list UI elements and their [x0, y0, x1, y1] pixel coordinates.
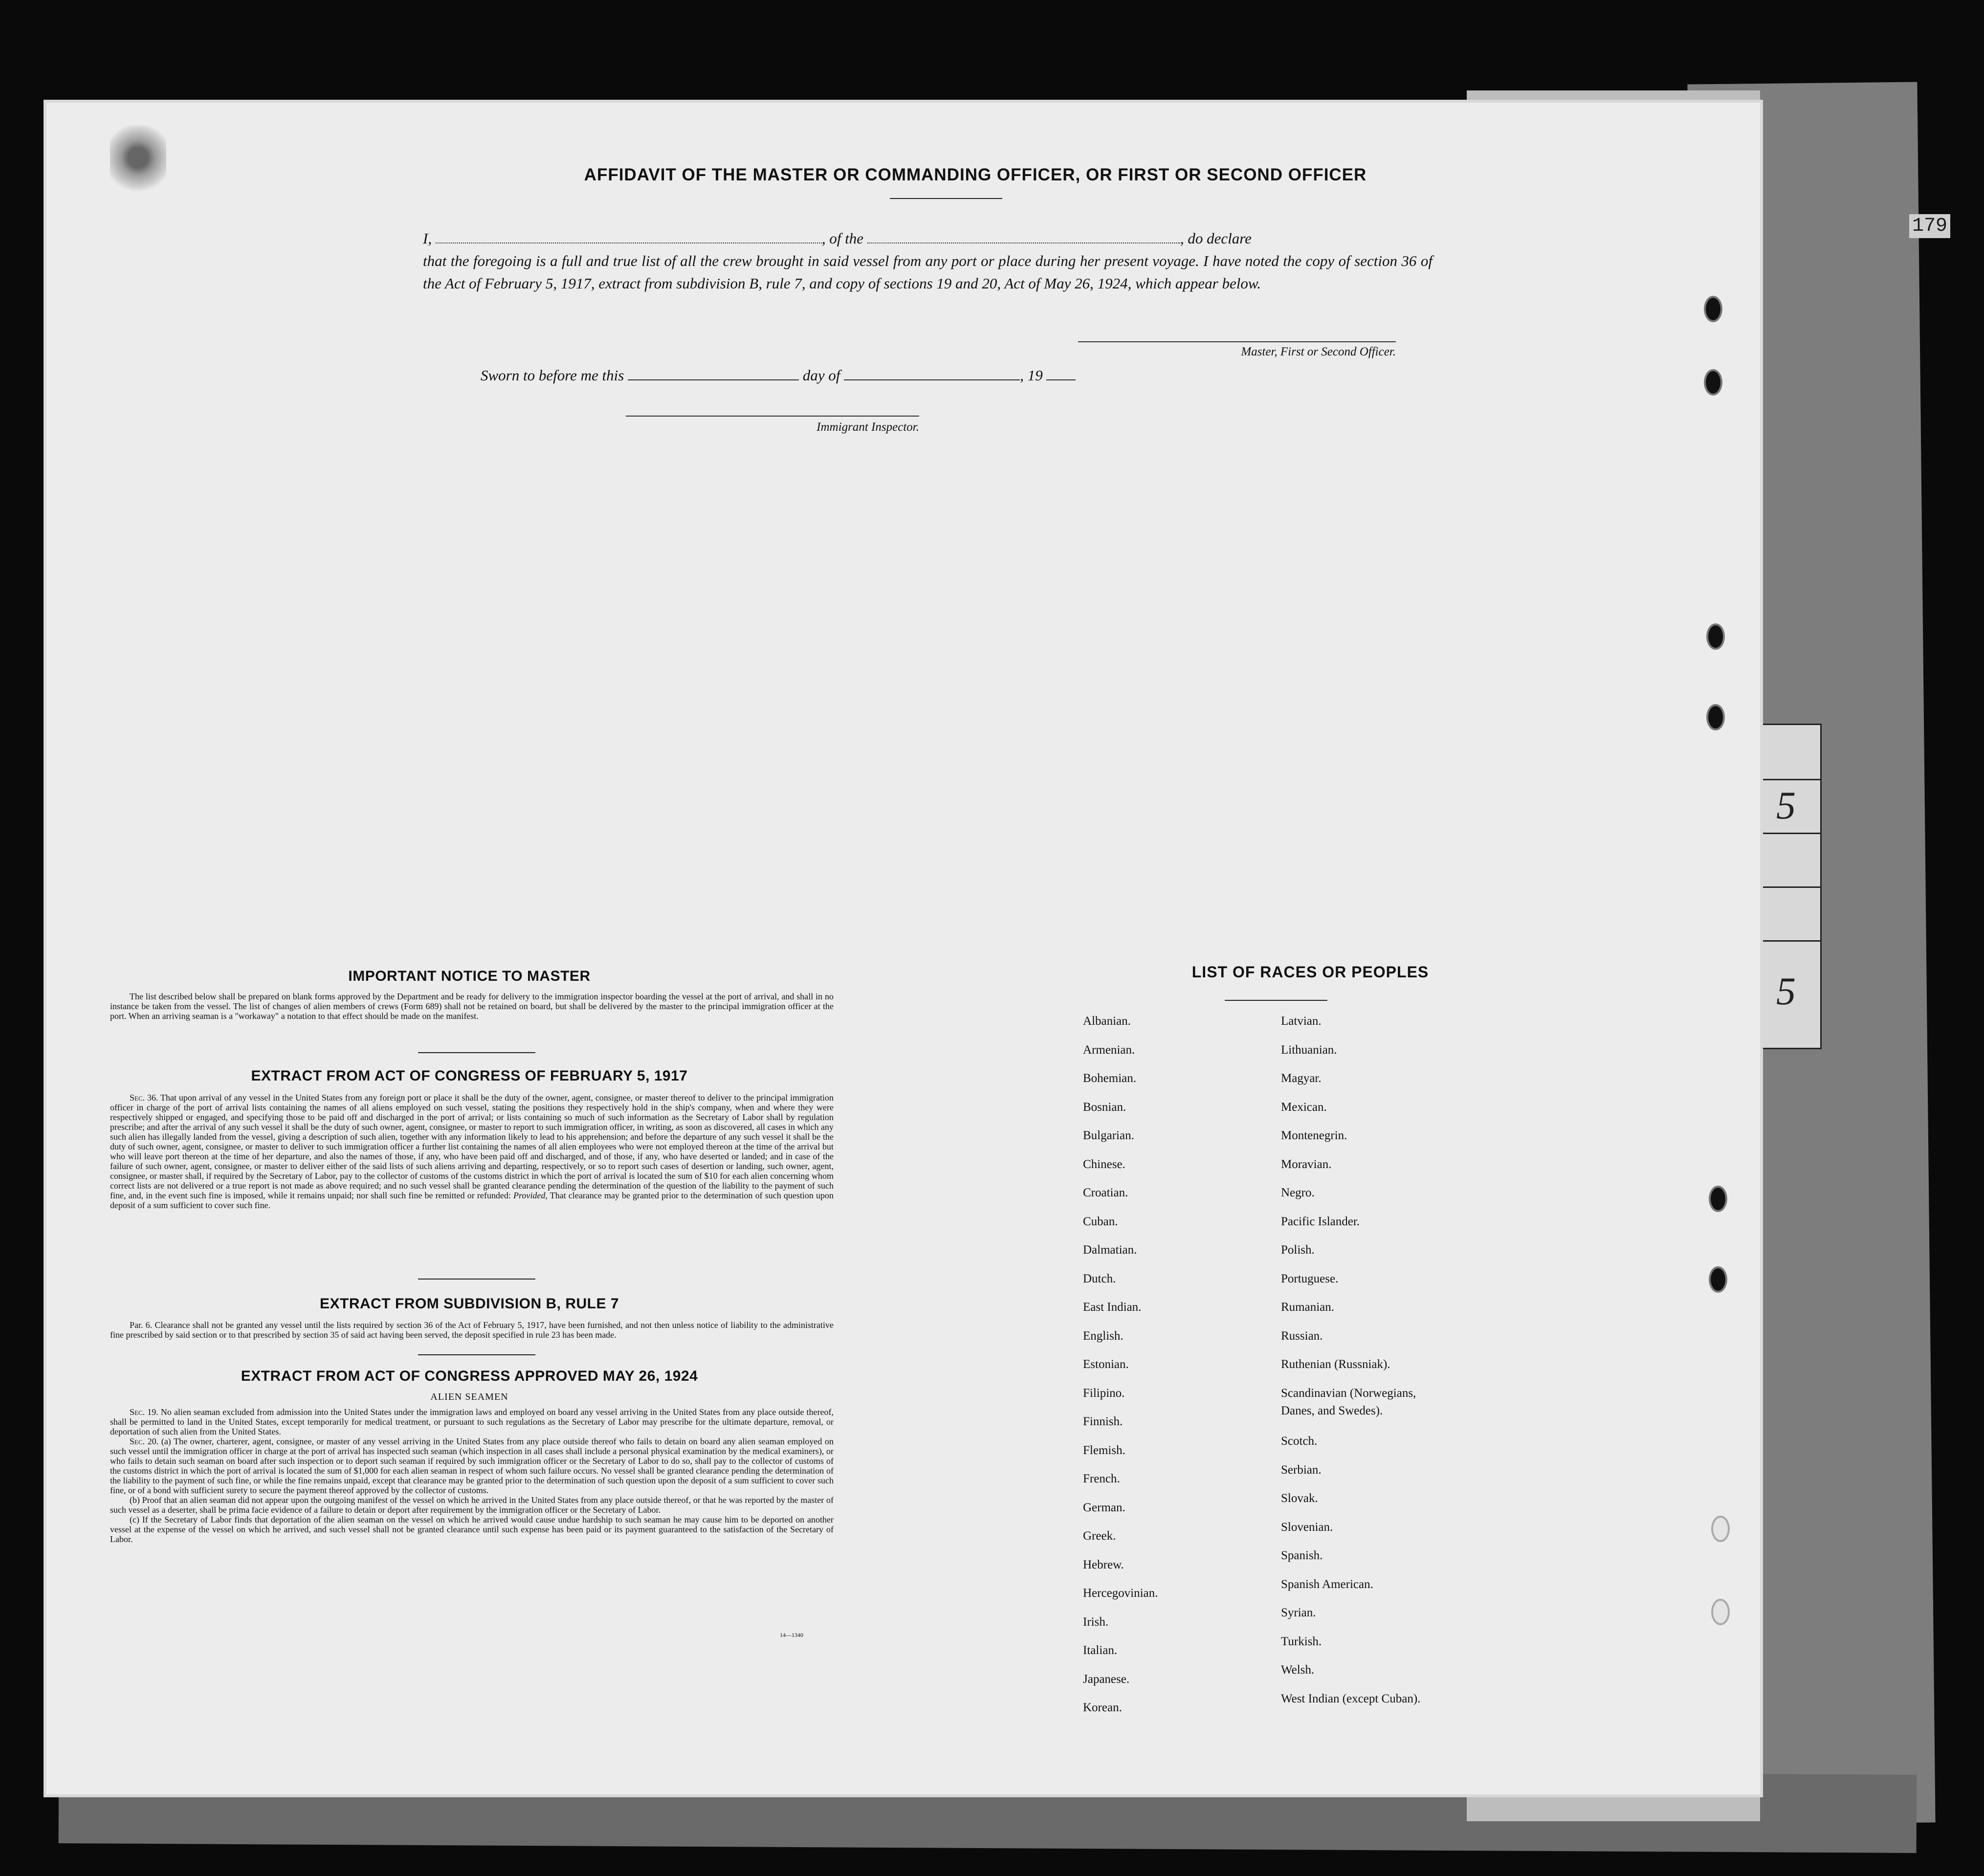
tally-mark: 5 — [1776, 970, 1796, 1013]
race-item: English. — [1083, 1329, 1124, 1343]
sec-20-b-text: (b) Proof that an alien seaman did not appear upon the outgoing manifest of the vessel on which he arrived in the United States from any place outside thereof, or that he was reported by the master of such vessel as a deserter, shall be prima facie evidence of a failure to detain or deport after requirement by the immigration officer or the Secretary of Labor. — [110, 1495, 834, 1515]
affidavit-title: AFFIDAVIT OF THE MASTER OR COMMANDING OFFICER, OR FIRST OR SECOND OFFICER — [584, 165, 1367, 184]
race-item: Lithuanian. — [1281, 1043, 1337, 1057]
notice-text — [110, 992, 834, 1021]
race-item: West Indian (except Cuban). — [1281, 1692, 1421, 1705]
race-item: Flemish. — [1083, 1443, 1125, 1457]
extract-1917-title: EXTRACT FROM ACT OF CONGRESS OF FEBRUARY 5, 1917 — [251, 1068, 688, 1084]
sec-19-text: No alien seaman excluded from admission into the United States under the immigration laws and employed on board any vessel arriving in the United States from any place outside thereof, shall be permitted to land in the United States, except temporarily for medical treatment, or pursuant to such regulations as the Secretary of Labor may prescribe for the ultimate departure, removal, or deportation of such alien from the United States. — [110, 1407, 834, 1436]
affidavit-line-1 — [423, 227, 1433, 250]
race-item: Bosnian. — [1083, 1100, 1126, 1114]
race-item: Latvian. — [1281, 1015, 1322, 1028]
punch-hole — [1709, 1186, 1727, 1212]
race-item: Turkish. — [1281, 1634, 1322, 1648]
sworn-year-blank — [1046, 379, 1076, 380]
race-item: Japanese. — [1083, 1672, 1130, 1686]
notice-title: IMPORTANT NOTICE TO MASTER — [348, 968, 591, 984]
page-number: 179 — [1909, 214, 1950, 238]
race-item: Armenian. — [1083, 1043, 1135, 1057]
proviso-word: Provided, — [513, 1191, 548, 1200]
section-rule — [418, 1354, 535, 1355]
race-item: Slovak. — [1281, 1492, 1318, 1505]
race-item: Moravian. — [1281, 1157, 1332, 1171]
punch-hole — [1711, 1516, 1730, 1542]
race-item: Welsh. — [1281, 1663, 1315, 1677]
race-item: Spanish American. — [1281, 1577, 1373, 1591]
race-item: Hercegovinian. — [1083, 1587, 1158, 1600]
notice-paragraph: The list described below shall be prepared on blank forms approved by the Department and be ready for delivery to the immigration inspector boarding the vessel at the port of arrival, and shall in no instance be taken from the vessel. The list of changes of alien members of crews (Form 689) shall not be retained on board, but shall be delivered by the master to the principal immigration officer at the port. When an arriving seaman is a "workaway" a notation to that effect should be made on the manifest. — [110, 992, 834, 1021]
race-item: Dalmatian. — [1083, 1243, 1137, 1257]
form-number: 14—1340 — [780, 1632, 803, 1638]
race-item: Cuban. — [1083, 1214, 1118, 1228]
race-item: Slovenian. — [1281, 1520, 1333, 1534]
race-item: Dutch. — [1083, 1272, 1116, 1285]
race-item: Estonian. — [1083, 1358, 1129, 1371]
race-item: Korean. — [1083, 1701, 1122, 1714]
extract-1924-title: EXTRACT FROM ACT OF CONGRESS APPROVED MAY 26, 1924 — [241, 1368, 698, 1384]
race-item: French. — [1083, 1472, 1120, 1485]
race-item: Finnish. — [1083, 1415, 1123, 1428]
race-item: Magyar. — [1281, 1072, 1322, 1085]
punch-hole — [1709, 1266, 1727, 1293]
race-item: Scotch. — [1281, 1435, 1318, 1448]
races-rule — [1225, 1000, 1327, 1001]
tally-mark: 5 — [1776, 784, 1796, 827]
sworn-year: , 19 — [1020, 367, 1043, 384]
punch-hole — [1706, 704, 1725, 730]
sec-20-c-text: (c) If the Secretary of Labor finds that deportation of the alien seaman on the vessel on which he arrived would cause undue hardship to such seaman he may cause him to be deported on another vessel at the expense of the vessel on which he arrived, and such vessel shall not be granted clearance until such expense has been paid or its payment guaranteed to the satisfaction of the Secretary of Labor. — [110, 1515, 834, 1544]
extract-1917-text — [110, 1093, 834, 1210]
rule7-paragraph: Par. 6. Clearance shall not be granted any vessel until the lists required by section 36 of the Act of February 5, 1917, have been furnished, and not then unless notice of liability to the administrative fine prescribed by said section or to that prescribed by section 35 of said act having been served, the deposit specified in rule 23 has been made. — [110, 1320, 834, 1340]
race-item: Croatian. — [1083, 1186, 1128, 1199]
document-page — [46, 103, 1760, 1794]
race-item: Polish. — [1281, 1243, 1315, 1257]
sworn-date-blank — [628, 379, 799, 380]
ink-stamp — [110, 125, 166, 198]
race-item: Negro. — [1281, 1186, 1315, 1199]
section-rule — [418, 1052, 535, 1053]
race-item: Serbian. — [1281, 1463, 1322, 1477]
race-item: Russian. — [1281, 1329, 1323, 1343]
affidavit-of-the: , of the — [821, 230, 864, 247]
sec-20-label: Sec. 20. — [130, 1436, 159, 1446]
race-item: Portuguese. — [1281, 1272, 1339, 1285]
race-item: Chinese. — [1083, 1157, 1125, 1171]
punch-hole — [1711, 1599, 1730, 1625]
race-item: Rumanian. — [1281, 1301, 1335, 1314]
races-title: LIST OF RACES OR PEOPLES — [1191, 963, 1429, 981]
extract-rule7-title: EXTRACT FROM SUBDIVISION B, RULE 7 — [319, 1296, 619, 1312]
race-item: Italian. — [1083, 1644, 1118, 1657]
race-item: Hebrew. — [1083, 1558, 1124, 1571]
race-item: Syrian. — [1281, 1606, 1316, 1619]
race-item: German. — [1083, 1501, 1125, 1514]
alien-seamen-subtitle: ALIEN SEAMEN — [430, 1391, 508, 1402]
race-item: Montenegrin. — [1281, 1129, 1347, 1142]
proviso-text: That clearance may be granted prior to the determination of such question upon deposit of a sum sufficient to cover such fine. — [110, 1191, 834, 1210]
race-item: Danes, and Swedes). — [1281, 1404, 1383, 1417]
affidavit-body — [423, 227, 1433, 295]
race-item: Filipino. — [1083, 1386, 1125, 1400]
punch-hole — [1704, 296, 1722, 322]
race-item: Irish. — [1083, 1615, 1109, 1629]
race-item: Greek. — [1083, 1529, 1116, 1543]
extract-rule7-text — [110, 1320, 834, 1340]
affidavit-i: I, — [423, 230, 432, 247]
affidavit-text: that the foregoing is a full and true list of all the crew brought in said vessel from any port or place during her present voyage. I have noted the copy of section 36 of the Act of February 5, 1917, extract from subdivision B, rule 7, and copy of sections 19 and 20, Act of May 26, 1924, which appear below. — [423, 252, 1433, 292]
race-item: Bulgarian. — [1083, 1129, 1134, 1142]
race-item: East Indian. — [1083, 1301, 1142, 1314]
race-item: Scandinavian (Norwegians, — [1281, 1386, 1416, 1400]
sec-20-text: (a) The owner, charterer, agent, consignee, or master of any vessel arriving in the United States from any place outside thereof who fails to detain on board any alien seaman employed on such vessel until the immigration officer in charge at the port of arrival has inspected such seaman (which inspection in all cases shall include a personal physical examination by the medical examiners), or who fails to detain such seaman on board after such inspection or to deport such seaman if required by such immigration officer or the Secretary of Labor to do so, shall pay to the collector of customs of the customs district in which the port of arrival is located the sum of $1,000 for each alien seaman in respect of whom such failure occurs. No vessel shall be granted clearance pending the determination of the liability to the payment of such fine, or while the fine remains unpaid, except that clearance may be granted prior to the determination of such question upon the deposit of a sum sufficient to cover such fine, or of a bond with sufficient surety to secure the payment thereof approved by the collector of customs. — [110, 1436, 834, 1495]
sworn-day-of: day of — [802, 367, 840, 384]
extract-1924-text — [110, 1407, 834, 1544]
punch-hole — [1706, 623, 1725, 650]
race-item: Bohemian. — [1083, 1072, 1137, 1085]
race-item: Spanish. — [1281, 1549, 1323, 1562]
sec-36-text: That upon arrival of any vessel in the United States from any foreign port or place it shall be the duty of the owner, agent, consignee, or master thereof to deliver to the principal immigration officer in charge of the port of arrival lists containing the names of all aliens employed on such vessel, stating the positions they respectively hold in the ship's company, when and where they were respectively shipped or engaged, and specifying those to be paid off and discharged in the port of arrival; or lists containing so much of such information as the Secretary of Labor shall by regulation prescribe; and after the arrival of any such vessel it shall be the duty of such owner, agent, consignee, or master to report to such immigration officer, in writing, as soon as discovered, all cases in which any such alien has illegally landed from the vessel, giving a description of such alien, together with any information likely to lead to his apprehension; and before the departure of any such vessel it shall be the duty of such owner, agent, consignee, or master to deliver to such immigration officer a further list containing the names of all alien employees who were not employed thereon at the time of the arrival but who will leave port thereon at the time of her departure, and also the names of those, if any, who have been paid off and discharged, and of those, if any, who have deserted or landed; and in case of the failure of such owner, agent, consignee, or master to deliver either of the said lists of such aliens arriving and departing, respectively, or so to report such cases of desertion or landing, such owner, agent, consignee, or master shall, if required by the Secretary of Labor, pay to the collector of customs of the customs district in which the port of arrival is located the sum of $10 for each alien concerning whom correct lists are not delivered or a true report is not made as above required; and no such vessel shall be granted clearance pending the determination of the question of the liability to the payment of such fine, and, in the event such fine is imposed, while it remains unpaid; nor shall such fine be remitted or refunded: — [110, 1093, 834, 1200]
race-item: Albanian. — [1083, 1015, 1131, 1028]
section-rule — [418, 1279, 535, 1280]
sworn-month-blank — [844, 379, 1020, 380]
sec-36-label: Sec. 36. — [130, 1093, 158, 1103]
sec-19-label: Sec. 19. — [130, 1407, 158, 1417]
race-item: Pacific Islander. — [1281, 1214, 1360, 1228]
race-item: Ruthenian (Russniak). — [1281, 1358, 1390, 1371]
inspector-signature-line: Immigrant Inspector. — [626, 416, 919, 434]
title-rule — [890, 198, 1002, 199]
sworn-text: Sworn to before me this — [481, 367, 624, 384]
race-item: Mexican. — [1281, 1100, 1327, 1114]
sworn-line — [481, 367, 1076, 384]
tally-box — [1760, 724, 1822, 1049]
affidavit-declare: , do declare — [1180, 230, 1252, 247]
master-signature-line: Master, First or Second Officer. — [1078, 341, 1396, 359]
punch-hole — [1704, 369, 1722, 396]
